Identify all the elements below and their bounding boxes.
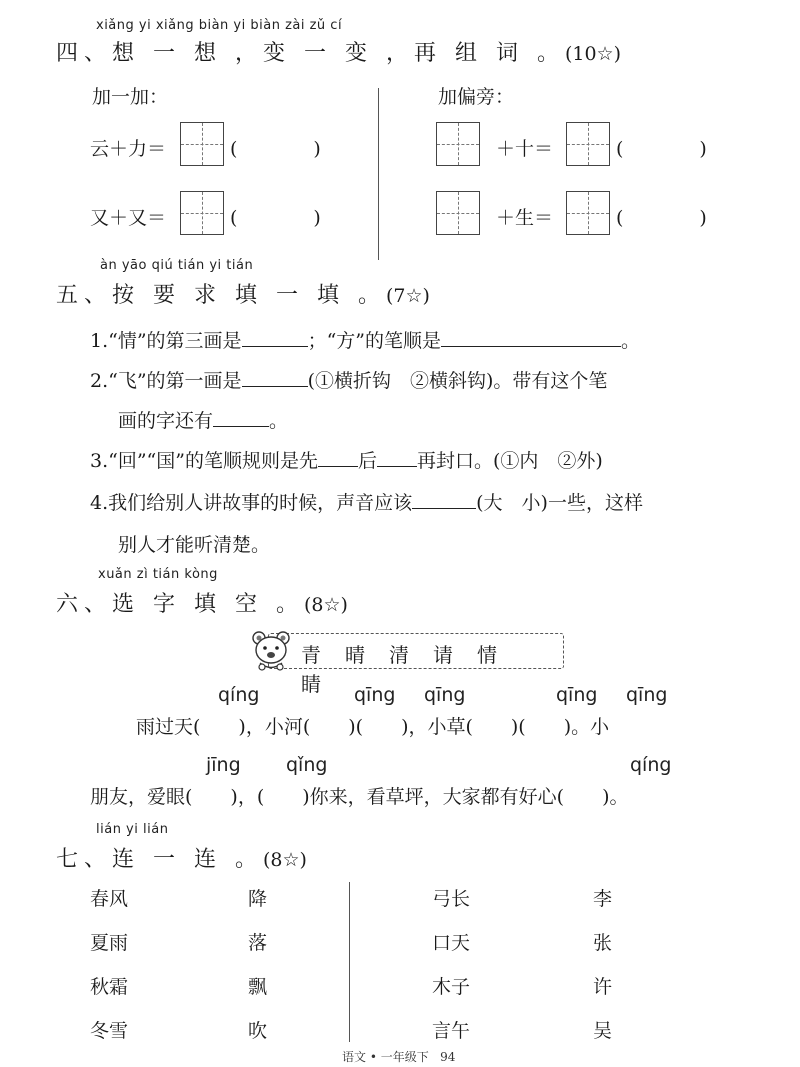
- match-item[interactable]: 春风: [90, 888, 129, 910]
- section4-title-text: 四、想 一 想 ，变 一 变 ，再 组 词 。: [56, 41, 565, 66]
- match-item[interactable]: 落: [248, 932, 268, 954]
- add-expr-1: 云＋力＝: [90, 138, 167, 160]
- answer-paren[interactable]: ( ): [230, 207, 321, 229]
- q2-text-b: (①横折钩 ②横斜钩)。带有这个笔: [307, 370, 608, 392]
- pinyin-hint: jīng: [206, 754, 241, 776]
- section7-score: (8☆): [262, 849, 307, 871]
- answer-blank[interactable]: [441, 326, 621, 347]
- fill-sentence-1[interactable]: 雨过天( )，小河( )( )，小草( )( )。小: [136, 716, 610, 738]
- pinyin-hint: qīng: [556, 684, 598, 706]
- match-item[interactable]: 吴: [593, 1020, 613, 1042]
- pinyin-hint: qīng: [626, 684, 668, 706]
- answer-blank[interactable]: [412, 488, 476, 509]
- section7-pinyin: lián yi lián: [96, 822, 169, 837]
- word-option: 青: [301, 643, 321, 667]
- match-item[interactable]: 降: [248, 888, 268, 910]
- pinyin-hint: qíng: [630, 754, 672, 776]
- question-2-cont: [118, 406, 288, 433]
- writing-grid[interactable]: [436, 122, 480, 166]
- match-item[interactable]: 秋霜: [90, 976, 129, 998]
- word-option: 请: [433, 643, 453, 667]
- question-3: [90, 446, 603, 473]
- pinyin-hint: qíng: [218, 684, 260, 706]
- answer-blank[interactable]: [242, 366, 308, 387]
- writing-grid[interactable]: [436, 191, 480, 235]
- q3-text-b: 后: [357, 450, 377, 472]
- q1-text-b: ；“方”的笔顺是: [307, 330, 441, 352]
- word-option: 清: [389, 643, 409, 667]
- section7-title-text: 七、连 一 连 。: [56, 847, 263, 872]
- match-item[interactable]: 飘: [248, 976, 268, 998]
- fill-sentence-2[interactable]: 朋友，爱眼( )，( )你来，看草坪，大家都有好心( )。: [90, 786, 629, 808]
- q3-text-c: 再封口。(①内 ②外): [417, 450, 603, 472]
- section4-title: [56, 36, 621, 67]
- cartoon-bear-icon: [248, 628, 294, 674]
- match-item[interactable]: 李: [593, 888, 613, 910]
- section6-score: (8☆): [303, 594, 348, 616]
- radical-op-2: ＋生＝: [496, 207, 554, 229]
- match-item[interactable]: 木子: [432, 976, 471, 998]
- section4-divider: [378, 88, 379, 260]
- writing-grid[interactable]: [180, 122, 224, 166]
- pinyin-hint: qīng: [354, 684, 396, 706]
- footer-subject: 语文 • 一年级下: [342, 1050, 429, 1064]
- match-item[interactable]: 口天: [432, 932, 471, 954]
- writing-grid[interactable]: [566, 191, 610, 235]
- section6-pinyin: xuǎn zì tián kòng: [98, 567, 218, 582]
- answer-blank[interactable]: [377, 446, 417, 467]
- radical-op-1: ＋十＝: [496, 138, 554, 160]
- section7-divider: [349, 882, 350, 1042]
- q1-text-a: 1.“情”的第三画是: [90, 330, 242, 352]
- add-expr-2: 又＋又＝: [90, 207, 167, 229]
- answer-paren[interactable]: ( ): [616, 138, 707, 160]
- word-option: 晴: [345, 643, 365, 667]
- q4-text-b: (大 小)一些，这样: [476, 492, 643, 514]
- question-4: [90, 488, 643, 515]
- section5-title: [56, 278, 430, 309]
- section5-title-text: 五、按 要 求 填 一 填 。: [56, 283, 386, 308]
- match-item[interactable]: 冬雪: [90, 1020, 129, 1042]
- answer-blank[interactable]: [242, 326, 308, 347]
- word-option: 情: [477, 643, 497, 667]
- section6-title: [56, 587, 348, 618]
- answer-blank[interactable]: [318, 446, 358, 467]
- q1-text-c: 。: [621, 330, 641, 352]
- answer-paren[interactable]: ( ): [230, 138, 321, 160]
- question-1: [90, 326, 640, 353]
- match-item[interactable]: 许: [593, 976, 613, 998]
- word-option: 睛: [301, 672, 321, 696]
- q4-text-a: 4.我们给别人讲故事的时候，声音应该: [90, 492, 413, 514]
- q2-text-d: 。: [269, 410, 289, 432]
- answer-paren[interactable]: ( ): [616, 207, 707, 229]
- add-one-label: 加一加：: [92, 86, 169, 108]
- match-item[interactable]: 弓长: [432, 888, 471, 910]
- match-item[interactable]: 言午: [432, 1020, 471, 1042]
- question-4-cont: 别人才能听清楚。: [118, 534, 271, 556]
- q2-text-c: 画的字还有: [118, 410, 214, 432]
- page-number: 94: [440, 1050, 456, 1064]
- question-2: [90, 366, 607, 393]
- writing-grid[interactable]: [566, 122, 610, 166]
- pinyin-hint: qīng: [424, 684, 466, 706]
- section5-pinyin: àn yāo qiú tián yi tián: [100, 258, 254, 273]
- q2-text-a: 2.“飞”的第一画是: [90, 370, 242, 392]
- add-radical-label: 加偏旁：: [438, 86, 515, 108]
- writing-grid[interactable]: [180, 191, 224, 235]
- section5-score: (7☆): [385, 285, 430, 307]
- page-footer: [342, 1048, 455, 1065]
- answer-blank[interactable]: [213, 406, 269, 427]
- pinyin-hint: qǐng: [286, 754, 328, 776]
- section4-score: (10☆): [564, 43, 621, 65]
- match-item[interactable]: 吹: [248, 1020, 268, 1042]
- section6-title-text: 六、选 字 填 空 。: [56, 592, 304, 617]
- section7-title: [56, 842, 307, 873]
- q3-text-a: 3.“回”“国”的笔顺规则是先: [90, 450, 318, 472]
- match-item[interactable]: 夏雨: [90, 932, 129, 954]
- match-item[interactable]: 张: [593, 932, 613, 954]
- section4-pinyin: xiǎng yi xiǎng biàn yi biàn zài zǔ cí: [96, 18, 343, 33]
